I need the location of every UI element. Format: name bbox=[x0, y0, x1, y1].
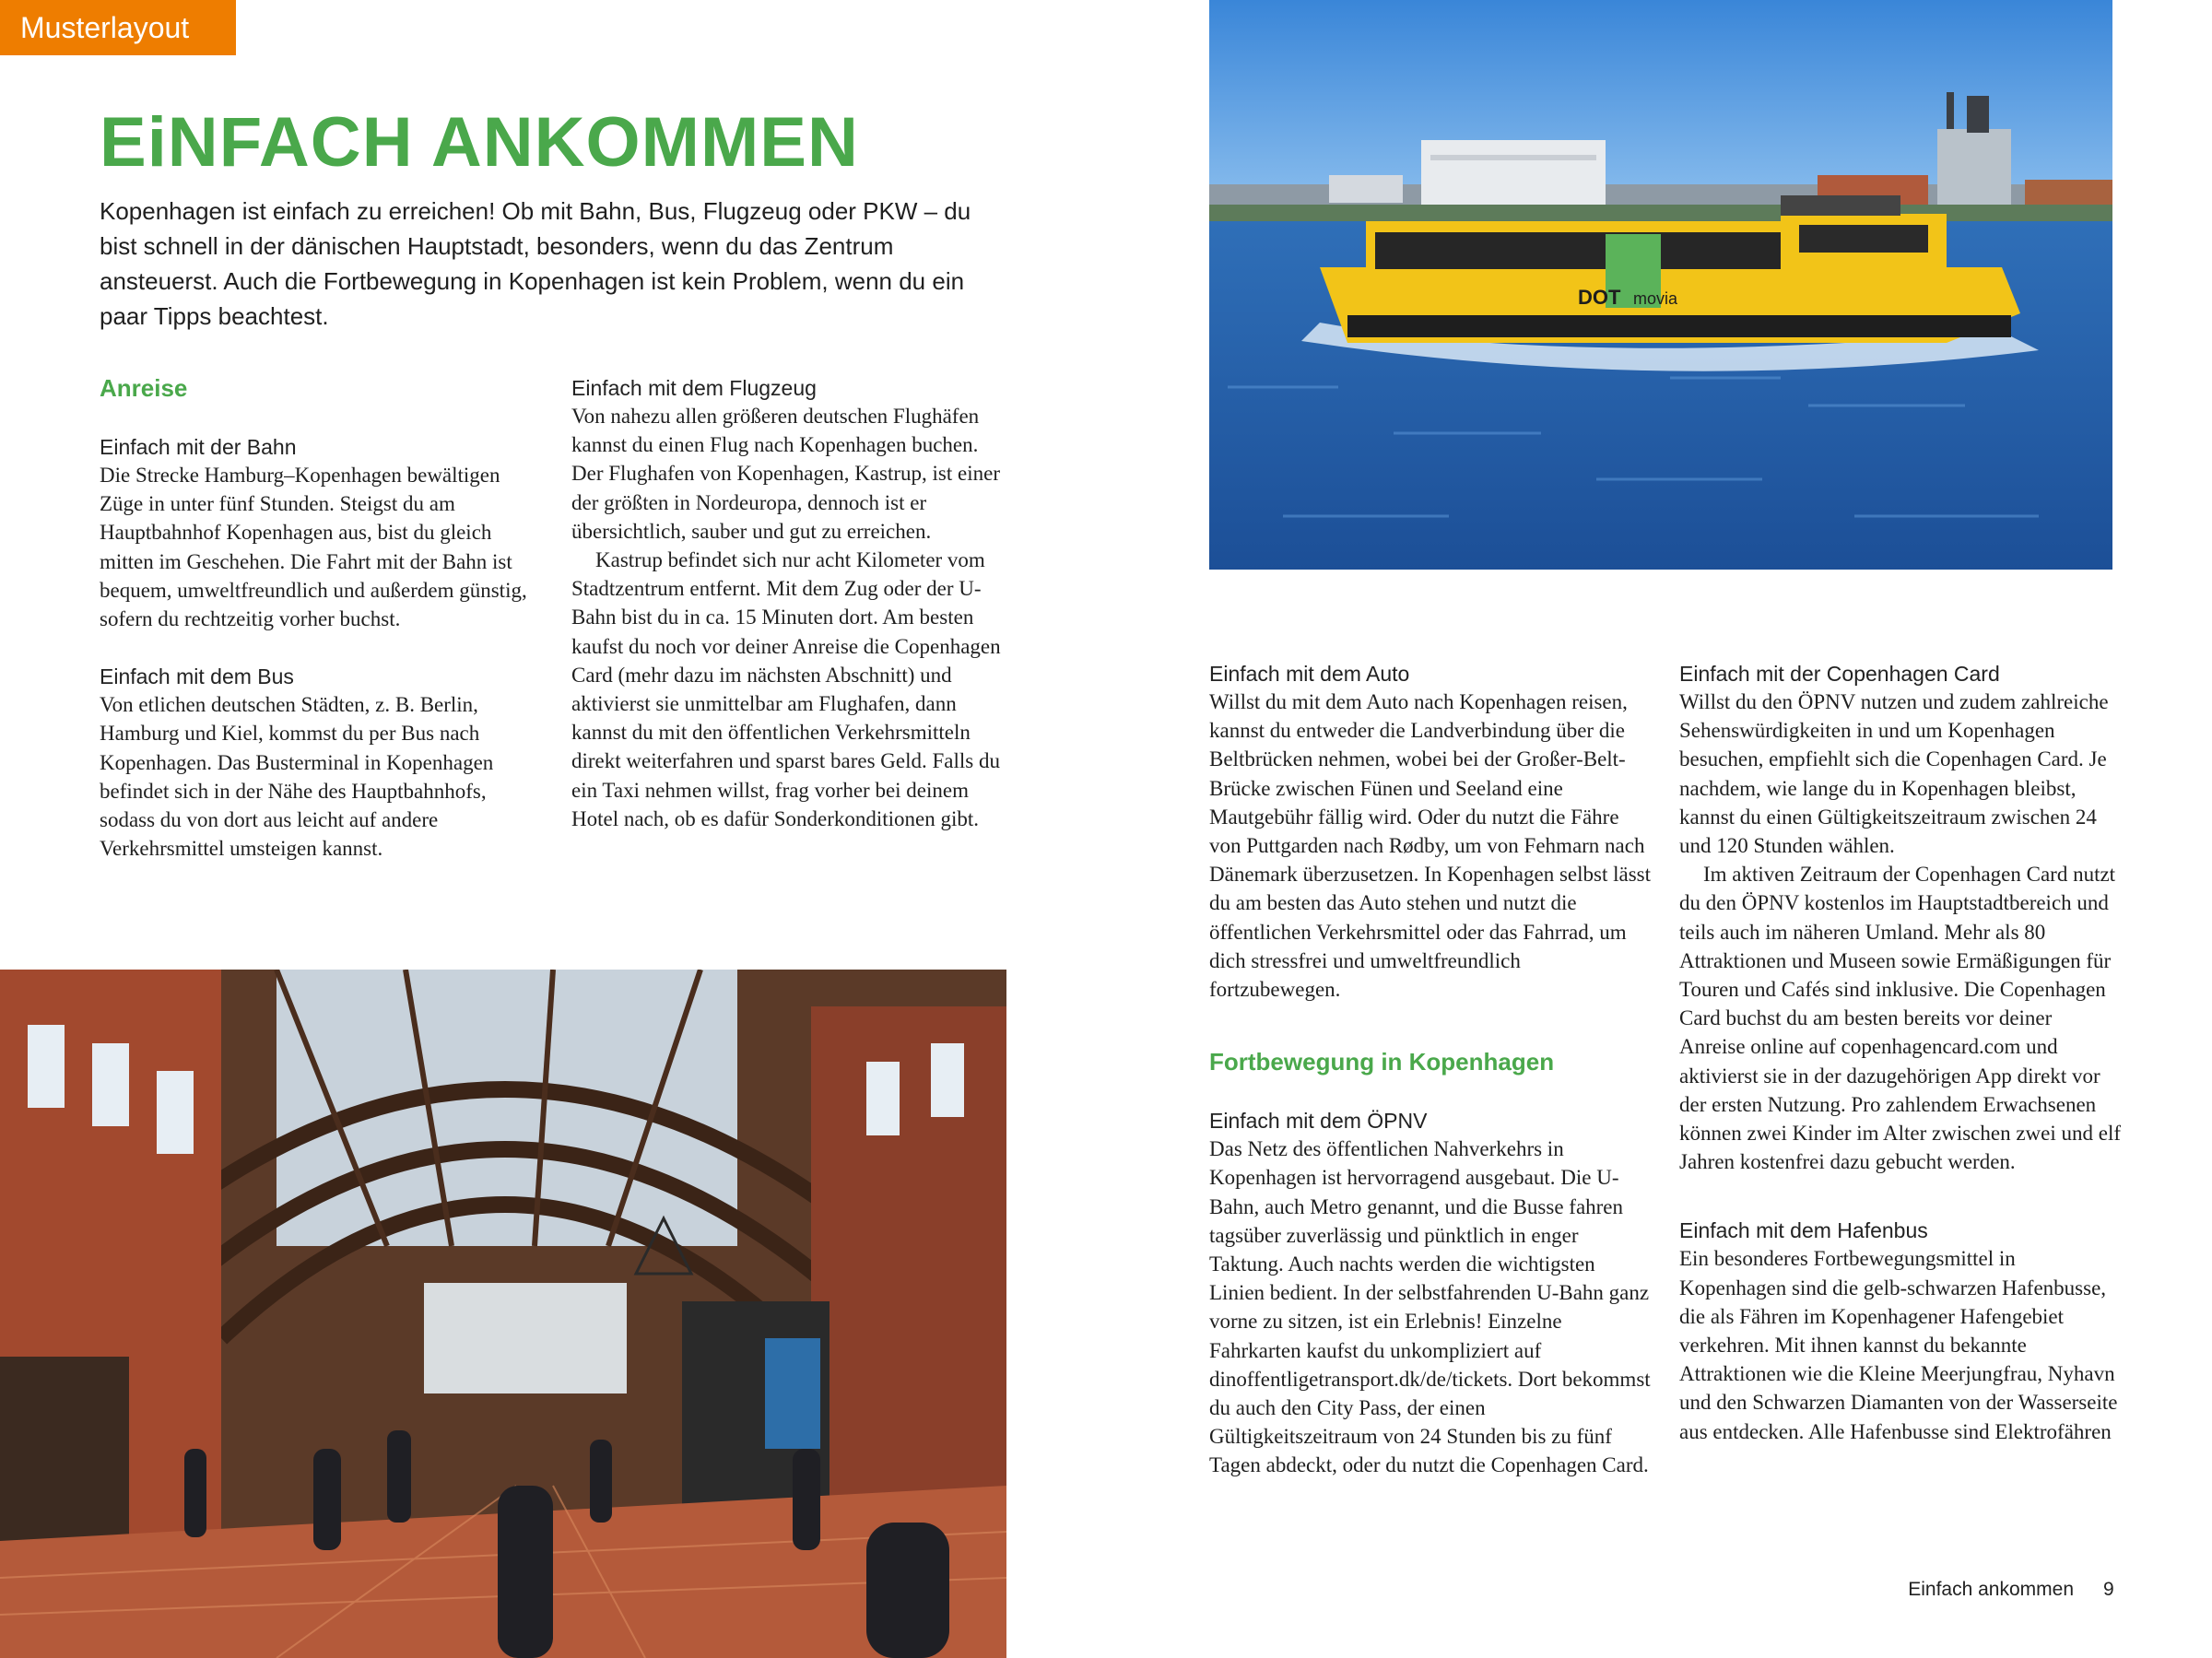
subheading-oepnv: Einfach mit dem ÖPNV bbox=[1209, 1109, 1428, 1134]
central-station-photo bbox=[0, 970, 1006, 1658]
subheading-flugzeug: Einfach mit dem Flugzeug bbox=[571, 376, 817, 400]
ferry-operator-label: movia bbox=[1633, 289, 1678, 308]
intro-text: Kopenhagen ist einfach zu erreichen! Ob mit Bahn, Bus, Flugzeug oder PKW – du bist schnell in der dänischen Hauptstadt, besonders, wenn du das Zentrum ansteuerst. Auch die Fortbewegung in Kopenhagen ist kein Problem, wenn du ein paar Tipps beachtest. bbox=[100, 197, 971, 330]
text-flugzeug-2: Kastrup befindet sich nur acht Kilometer vom Stadtzentrum entfernt. Mit dem Zug oder der U-Bahn bist du in ca. 15 Minuten dort. Am besten kaufst du noch vor deiner Anreise die Copenhagen Card (mehr dazu im nächsten Abschnitt) und aktivierst sie unmittelbar am Flughafen, dann kannst du mit den öffentlichen Verkehrsmitteln direkt weiterfahren und sparst bares Geld. Falls du ein Taxi nehmen willst, frag vorher bei deinem Hotel nach, ob es dafür Sonderkonditionen gibt. bbox=[571, 548, 1001, 830]
column-flugzeug bbox=[571, 374, 1014, 833]
subheading-copenhagen-card: Einfach mit der Copenhagen Card bbox=[1679, 662, 2000, 686]
section-tag: Musterlayout bbox=[0, 0, 236, 55]
ferry-brand-label: DOT bbox=[1578, 286, 1621, 309]
page-title: EiNFACH ANKOMMEN bbox=[100, 103, 859, 182]
text-flugzeug-1: Von nahezu allen größeren deutschen Flughäfen kannst du einen Flug nach Kopenhagen buchen. Der Flughafen von Kopenhagen, Kastrup, ist einer der größten in Nordeuropa, dennoch ist er übersichtlich, sauber und gut zu erreichen. bbox=[571, 405, 1000, 543]
footer-section-label: Einfach ankommen bbox=[1908, 1579, 2074, 1600]
text-card-1: Willst du den ÖPNV nutzen und zudem zahlreiche Sehenswürdigkeiten in und um Kopenhagen besuchen, empfiehlt sich die Copenhagen Card. Je nachdem, wie lange du in Kopenhagen bleibst, kannst du einen Gültigkeitszeitraum zwischen 24 und 120 Stunden wählen. bbox=[1679, 690, 2109, 858]
text-card-2: Im aktiven Zeitraum der Copenhagen Card nutzt du den ÖPNV kostenlos im Hauptstadtbereich und teils auch im näheren Umland. Mehr als 80 Attraktionen und Museen sowie Ermäßigungen für Touren und Cafés sind inklusive. Die Copenhagen Card buchst du am besten bereits vor deiner Anreise online auf copenhagencard.com und aktivierst sie in der dazugehörigen App direkt vor der ersten Nutzung. Pro zahlendem Erwachsenen können zwei Kinder im Alter zwischen zwei und elf Jahren kostenfrei dazu gebucht werden. bbox=[1679, 863, 2122, 1174]
column-card-hafenbus bbox=[1679, 660, 2122, 1446]
subheading-bahn: Einfach mit der Bahn bbox=[100, 435, 297, 459]
subheading-hafenbus: Einfach mit dem Hafenbus bbox=[1679, 1218, 1928, 1243]
column-anreise bbox=[100, 372, 542, 863]
subheading-auto: Einfach mit dem Auto bbox=[1209, 662, 1410, 686]
column-auto-oepnv bbox=[1209, 660, 1652, 1480]
text-hafenbus: Ein besonderes Fortbewegungsmittel in Kopenhagen sind die gelb-schwarzen Hafenbusse, die als Fähren im Kopenhagener Hafengebiet verkehren. Mit ihnen kannst du bekannte Attraktionen wie die Kleine Meerjungfrau, Nyhavn und den Schwarzen Diamanten von der Wasserseite aus entdecken. Alle Hafenbusse sind Elektrofähren bbox=[1679, 1247, 2118, 1443]
harbour-bus-photo bbox=[1209, 0, 2112, 570]
subheading-bus: Einfach mit dem Bus bbox=[100, 664, 294, 689]
page-number: 9 bbox=[2103, 1579, 2114, 1600]
text-oepnv: Das Netz des öffentlichen Nahverkehrs in Kopenhagen ist hervorragend ausgebaut. Die U-Bahn, auch Metro genannt, und die Busse fahren tagsüber zuverlässig und pünktlich in enger Taktung. Auch nachts werden die wichtigsten Linien bedient. In der selbstfahrenden U-Bahn ganz vorne zu sitzen, ist ein Erlebnis! Einzelne Fahrkarten kaufst du unkompliziert auf dinoffentligetransport.dk/de/tickets. Dort bekommst du auch den City Pass, der einen Gültigkeitszeitraum von 24 Stunden bis zu fünf Tagen abdeckt, oder du nutzt die Copenhagen Card. bbox=[1209, 1137, 1651, 1477]
text-auto: Willst du mit dem Auto nach Kopenhagen reisen, kannst du entweder die Landverbindung über die Beltbrücken nehmen, wobei bei der Großer-Belt-Brücke zwischen Fünen und Seeland eine Mautgebühr fällig wird. Oder du nutzt die Fähre von Puttgarden nach Rødby, um von Fehmarn nach Dänemark überzusetzen. In Kopenhagen selbst lässt du am besten das Auto stehen und nutzt die öffentlichen Verkehrsmittel oder das Fahrrad, um dich stressfrei und umweltfreundlich fortzubewegen. bbox=[1209, 690, 1652, 1002]
text-bus: Von etlichen deutschen Städten, z. B. Berlin, Hamburg und Kiel, kommst du per Bus nach Kopenhagen. Das Busterminal in Kopenhagen befindet sich in der Nähe des Hauptbahnhofs, sodass du von dort aus leicht auf andere Verkehrsmittel umsteigen kannst. bbox=[100, 693, 494, 861]
heading-fortbewegung: Fortbewegung in Kopenhagen bbox=[1209, 1048, 1555, 1076]
text-bahn: Die Strecke Hamburg–Kopenhagen bewältigen Züge in unter fünf Stunden. Steigst du am Hauptbahnhof Kopenhagen aus, bist du gleich mitten im Geschehen. Die Fahrt mit der Bahn ist bequem, umweltfreundlich und außerdem günstig, sofern du rechtzeitig vorher buchst. bbox=[100, 464, 527, 631]
heading-anreise: Anreise bbox=[100, 374, 188, 402]
